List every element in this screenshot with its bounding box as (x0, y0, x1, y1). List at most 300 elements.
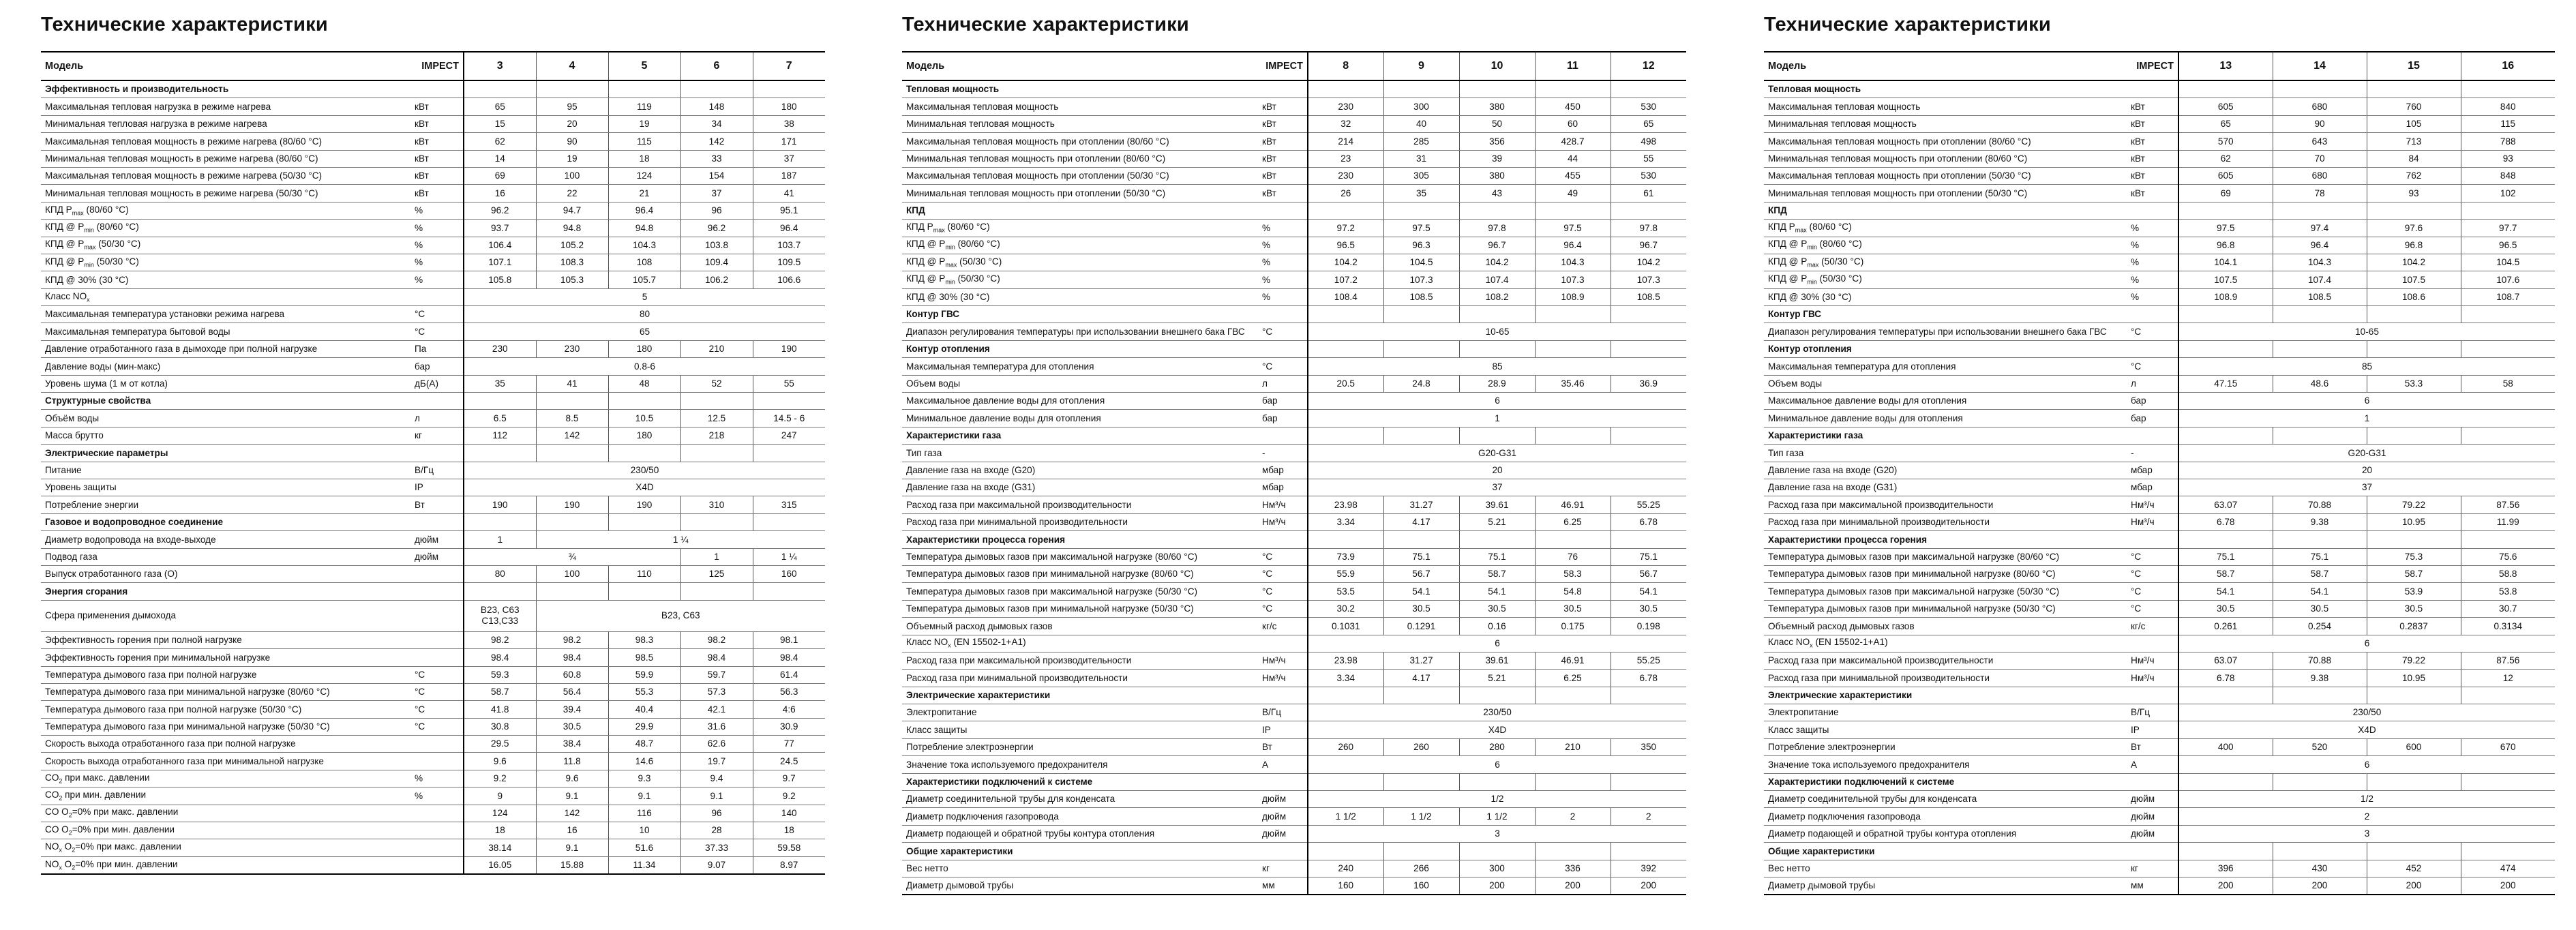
spec-value (2367, 531, 2461, 548)
spec-name: КПД @ $P_{min}$ (50/30 °C) (41, 254, 409, 271)
spec-value: 300 (1383, 98, 1459, 115)
spec-value (1611, 80, 1686, 98)
model-number-header: 11 (1535, 52, 1611, 80)
spec-unit: мм (2125, 877, 2178, 895)
spec-value: 97.8 (1611, 220, 1686, 237)
spec-value (2461, 306, 2555, 323)
spec-row (1764, 115, 2555, 132)
spec-value: 105.7 (608, 271, 680, 288)
spec-name: Расход газа при минимальной производительности (902, 670, 1257, 687)
spec-name: Температура дымового газа при минимальной нагрузке (50/30 °C) (41, 718, 409, 735)
spec-value (1308, 202, 1383, 219)
spec-unit (2125, 427, 2178, 444)
spec-value: 180 (753, 98, 825, 115)
spec-name: Эффективность и производительность (41, 80, 409, 98)
spec-row (902, 721, 1686, 738)
spec-value: 30.5 (1611, 600, 1686, 617)
spec-value: 62 (464, 133, 536, 150)
spec-value (1383, 773, 1459, 790)
spec-row (41, 531, 825, 548)
spec-value: 85 (1308, 358, 1686, 375)
spec-value: 200 (2178, 877, 2273, 895)
spec-value: 95.1 (753, 202, 825, 219)
section-row (41, 393, 825, 410)
spec-unit: °C (2125, 323, 2178, 340)
spec-name: Тип газа (902, 445, 1257, 462)
spec-name: Максимальная тепловая нагрузка в режиме нагрева (41, 98, 409, 115)
spec-value: 11.99 (2461, 513, 2555, 530)
spec-value: 98.2 (536, 631, 608, 648)
spec-name: Расход газа при минимальной производительности (1764, 513, 2125, 530)
spec-value: 30.7 (2461, 600, 2555, 617)
spec-value: 230 (1308, 167, 1383, 184)
spec-row (41, 323, 825, 340)
spec-name: КПД @ 30% (30 °C) (41, 271, 409, 288)
spec-value (2178, 531, 2273, 548)
spec-unit (1257, 306, 1308, 323)
spec-value: 108.5 (1611, 288, 1686, 305)
spec-value (2461, 80, 2555, 98)
spec-value: 171 (753, 133, 825, 150)
spec-unit: дюйм (409, 531, 464, 548)
spec-name: $CO_2$ при мин. давлении (41, 787, 409, 805)
spec-value: 107.3 (1535, 271, 1611, 288)
spec-value: 59.58 (753, 839, 825, 856)
spec-row (902, 167, 1686, 184)
spec-unit (2125, 306, 2178, 323)
brand-header: IMPECT (409, 52, 464, 80)
spec-value (2461, 340, 2555, 357)
spec-row (902, 565, 1686, 582)
spec-name: Диаметр соединительной трубы для конденсата (1764, 791, 2125, 808)
panel-title: Технические характеристики (902, 14, 1189, 35)
spec-value: 1 1/2 (1459, 808, 1535, 825)
spec-value: 9.2 (464, 770, 536, 787)
spec-value: 2 (2178, 808, 2555, 825)
spec-row (41, 288, 825, 305)
spec-value (2178, 427, 2273, 444)
spec-name: Вес нетто (1764, 860, 2125, 877)
spec-unit: мбар (2125, 462, 2178, 479)
spec-unit: Нм³/ч (2125, 670, 2178, 687)
spec-name: Максимальная тепловая мощность в режиме нагрева (80/60 °C) (41, 133, 409, 150)
spec-value: 16.05 (464, 856, 536, 874)
spec-value (1535, 202, 1611, 219)
spec-row (41, 375, 825, 392)
spec-value (753, 393, 825, 410)
spec-unit: кВт (1257, 167, 1308, 184)
spec-value (2367, 80, 2461, 98)
spec-unit (1257, 843, 1308, 860)
spec-value: 97.5 (1535, 220, 1611, 237)
spec-value (1459, 80, 1535, 98)
spec-value: 16 (536, 822, 608, 839)
spec-value: 6 (1308, 635, 1686, 652)
spec-name: Минимальная тепловая мощность (902, 115, 1257, 132)
spec-value: 55 (1611, 150, 1686, 167)
spec-value: 48.6 (2273, 375, 2367, 392)
section-row (902, 306, 1686, 323)
spec-unit: кВт (1257, 115, 1308, 132)
spec-value: 107.6 (2461, 271, 2555, 288)
spec-row (902, 375, 1686, 392)
spec-value: 37 (2178, 479, 2555, 496)
spec-value: 39.61 (1459, 652, 1535, 669)
spec-value: 112 (464, 427, 536, 444)
spec-value: 102 (2461, 185, 2555, 202)
spec-unit: дюйм (2125, 808, 2178, 825)
spec-value: 26 (1308, 185, 1383, 202)
spec-value: 39.4 (536, 701, 608, 718)
spec-value (2367, 340, 2461, 357)
spec-value: 10 (608, 822, 680, 839)
spec-value: 57.3 (680, 683, 753, 700)
spec-value: 98.4 (680, 649, 753, 666)
table-header-row (1764, 52, 2555, 80)
spec-value: 266 (1383, 860, 1459, 877)
spec-value: 55.9 (1308, 565, 1383, 582)
spec-unit (409, 649, 464, 666)
spec-value (2367, 843, 2461, 860)
spec-value: 840 (2461, 98, 2555, 115)
spec-name: Минимальная тепловая мощность в режиме нагрева (50/30 °C) (41, 185, 409, 202)
spec-unit: °C (1257, 323, 1308, 340)
spec-value: 61.4 (753, 666, 825, 683)
spec-name: КПД @ $P_{max}$ (50/30 °C) (1764, 254, 2125, 271)
spec-value: 187 (753, 167, 825, 184)
spec-value: 8.5 (536, 410, 608, 427)
spec-row (1764, 150, 2555, 167)
spec-name: Характеристики процесса горения (1764, 531, 2125, 548)
spec-value: 104.2 (1459, 254, 1535, 271)
model-header: Модель (1764, 52, 2125, 80)
spec-value: 1 (2178, 410, 2555, 427)
model-number-header: 13 (2178, 52, 2273, 80)
spec-value (608, 80, 680, 98)
spec-value: 498 (1611, 133, 1686, 150)
section-row (902, 531, 1686, 548)
spec-value: 38.14 (464, 839, 536, 856)
spec-value: 230 (536, 340, 608, 357)
spec-value (1459, 531, 1535, 548)
spec-row (1764, 513, 2555, 530)
spec-value: 230/50 (464, 462, 825, 479)
spec-value: 58.8 (2461, 565, 2555, 582)
spec-value: 119 (608, 98, 680, 115)
spec-name: CO $O_2=0\%$ при макс. давлении (41, 805, 409, 822)
spec-value: 154 (680, 167, 753, 184)
spec-row (1764, 652, 2555, 669)
spec-name: КПД $P_{max}$ (80/60 °C) (902, 220, 1257, 237)
spec-value: 93 (2461, 150, 2555, 167)
spec-value: 59.3 (464, 666, 536, 683)
spec-unit: % (409, 271, 464, 288)
spec-value: 210 (680, 340, 753, 357)
spec-unit: дюйм (2125, 791, 2178, 808)
spec-unit: % (1257, 271, 1308, 288)
spec-value: 109.5 (753, 254, 825, 271)
spec-value: 77 (753, 736, 825, 753)
spec-name: Класс $NO_x$ (41, 288, 409, 305)
spec-unit: % (1257, 237, 1308, 254)
spec-row (41, 358, 825, 375)
spec-value: 96.3 (1383, 237, 1459, 254)
spec-value: 6.78 (2178, 513, 2273, 530)
spec-value: 280 (1459, 738, 1535, 755)
spec-value: 39.61 (1459, 496, 1535, 513)
spec-value: 1 (680, 548, 753, 565)
spec-value (1535, 306, 1611, 323)
table-header-row (41, 52, 825, 80)
spec-value: 76 (1535, 548, 1611, 565)
spec-row (902, 445, 1686, 462)
model-number-header: 10 (1459, 52, 1535, 80)
spec-row (902, 358, 1686, 375)
section-row (41, 80, 825, 98)
spec-row (902, 150, 1686, 167)
spec-value: 107.4 (2273, 271, 2367, 288)
spec-unit: % (409, 254, 464, 271)
spec-value (1308, 531, 1383, 548)
spec-value: 100 (536, 565, 608, 582)
spec-name: Температура дымовых газов при минимальной нагрузке (50/30 °C) (1764, 600, 2125, 617)
spec-unit (2125, 773, 2178, 790)
spec-value: 18 (753, 822, 825, 839)
section-row (1764, 531, 2555, 548)
spec-value (1611, 531, 1686, 548)
spec-unit (409, 839, 464, 856)
spec-row (1764, 237, 2555, 254)
spec-value: 53.8 (2461, 583, 2555, 600)
spec-value: 0.8-6 (464, 358, 825, 375)
spec-row (1764, 618, 2555, 635)
spec-value: 116 (608, 805, 680, 822)
spec-value: 160 (1383, 877, 1459, 895)
spec-value (2178, 80, 2273, 98)
spec-value: 9.7 (753, 770, 825, 787)
spec-row (902, 393, 1686, 410)
spec-name: Электрические параметры (41, 445, 409, 462)
spec-name: Контур ГВС (902, 306, 1257, 323)
spec-unit: кг (2125, 860, 2178, 877)
spec-unit (2125, 843, 2178, 860)
spec-unit: Нм³/ч (1257, 496, 1308, 513)
spec-unit: кВт (409, 167, 464, 184)
spec-unit (1257, 202, 1308, 219)
spec-value: 96.4 (753, 220, 825, 237)
spec-name: Давление отработанного газа в дымоходе при полной нагрузке (41, 340, 409, 357)
spec-unit: Вт (1257, 738, 1308, 755)
spec-value (1308, 340, 1383, 357)
spec-name: Электропитание (1764, 704, 2125, 721)
spec-row (1764, 271, 2555, 288)
spec-name: КПД @ $P_{max}$ (50/30 °C) (41, 237, 409, 254)
spec-value: 400 (2178, 738, 2273, 755)
spec-value: 96 (680, 202, 753, 219)
spec-name: Эффективность горения при полной нагрузке (41, 631, 409, 648)
spec-value: 70.88 (2273, 496, 2367, 513)
spec-value: 96.4 (2273, 237, 2367, 254)
spec-row (41, 306, 825, 323)
spec-value: 10-65 (2178, 323, 2555, 340)
spec-row (41, 600, 825, 631)
spec-value: 29.9 (608, 718, 680, 735)
spec-name: Максимальная тепловая мощность при отоплении (80/60 °C) (1764, 133, 2125, 150)
spec-table (902, 51, 1686, 895)
spec-name: КПД (902, 202, 1257, 219)
spec-name: Температура дымовых газов при максимальной нагрузке (80/60 °C) (902, 548, 1257, 565)
spec-value: 2 (1611, 808, 1686, 825)
spec-name: Электропитание (902, 704, 1257, 721)
spec-value (2273, 773, 2367, 790)
spec-value: 455 (1535, 167, 1611, 184)
spec-value: 104.5 (2461, 254, 2555, 271)
spec-value: 41 (536, 375, 608, 392)
spec-row (902, 583, 1686, 600)
spec-unit: л (1257, 375, 1308, 392)
spec-value: 200 (1459, 877, 1535, 895)
spec-row (41, 115, 825, 132)
spec-value: 260 (1308, 738, 1383, 755)
spec-value: 30.5 (1459, 600, 1535, 617)
spec-unit (409, 600, 464, 631)
spec-name: Максимальная тепловая мощность (1764, 98, 2125, 115)
spec-row (902, 237, 1686, 254)
spec-value: 59.7 (680, 666, 753, 683)
spec-value (1611, 202, 1686, 219)
spec-unit: °C (2125, 565, 2178, 582)
spec-value: 180 (608, 340, 680, 357)
spec-unit: В/Гц (409, 462, 464, 479)
spec-row (902, 738, 1686, 755)
spec-unit: кВт (2125, 185, 2178, 202)
spec-table (41, 51, 825, 875)
spec-value: 31.27 (1383, 652, 1459, 669)
spec-row (41, 410, 825, 427)
spec-unit: кВт (2125, 115, 2178, 132)
spec-value: 0.3134 (2461, 618, 2555, 635)
spec-unit: IP (409, 479, 464, 496)
spec-row (1764, 375, 2555, 392)
spec-unit: бар (2125, 410, 2178, 427)
spec-value: 24.5 (753, 753, 825, 770)
spec-name: Выпуск отработанного газа (О) (41, 565, 409, 582)
spec-unit (409, 583, 464, 600)
spec-value: 107.3 (1611, 271, 1686, 288)
spec-unit: Нм³/ч (1257, 670, 1308, 687)
spec-value: 56.3 (753, 683, 825, 700)
spec-row (1764, 738, 2555, 755)
spec-value: 680 (2273, 167, 2367, 184)
spec-value: 605 (2178, 167, 2273, 184)
spec-value: 30.5 (1535, 600, 1611, 617)
spec-value: 474 (2461, 860, 2555, 877)
spec-row (1764, 635, 2555, 652)
spec-value: 0.198 (1611, 618, 1686, 635)
spec-value: 58.7 (1459, 565, 1535, 582)
spec-name: Минимальная тепловая нагрузка в режиме нагрева (41, 115, 409, 132)
model-header: Модель (41, 52, 409, 80)
spec-row (902, 479, 1686, 496)
spec-value: 84 (2367, 150, 2461, 167)
spec-unit: кВт (409, 133, 464, 150)
spec-row (41, 736, 825, 753)
spec-unit (409, 856, 464, 874)
spec-name: Диаметр соединительной трубы для конденсата (902, 791, 1257, 808)
spec-unit: дюйм (1257, 808, 1308, 825)
spec-value: 9.6 (536, 770, 608, 787)
spec-value: 53.9 (2367, 583, 2461, 600)
spec-value (2461, 773, 2555, 790)
spec-value: 240 (1308, 860, 1383, 877)
spec-value (1611, 306, 1686, 323)
spec-unit: Нм³/ч (2125, 652, 2178, 669)
spec-name: Значение тока используемого предохранителя (1764, 756, 2125, 773)
spec-value: 35 (464, 375, 536, 392)
spec-row (902, 618, 1686, 635)
spec-value: 4:6 (753, 701, 825, 718)
spec-row (1764, 323, 2555, 340)
spec-value: 8.97 (753, 856, 825, 874)
spec-value: 98.5 (608, 649, 680, 666)
spec-value: 230 (464, 340, 536, 357)
spec-value: 30.8 (464, 718, 536, 735)
spec-value (2178, 687, 2273, 704)
spec-value: 96.5 (2461, 237, 2555, 254)
spec-name: Минимальное давление воды для отопления (1764, 410, 2125, 427)
spec-value: 10.95 (2367, 513, 2461, 530)
spec-value (680, 513, 753, 530)
spec-name: Диапазон регулирования температуры при использовании внешнего бака ГВС (902, 323, 1257, 340)
spec-name: Объем воды (902, 375, 1257, 392)
spec-value: 30.5 (2273, 600, 2367, 617)
spec-name: Расход газа при максимальной производительности (902, 496, 1257, 513)
spec-name: Характеристики подключений к системе (1764, 773, 2125, 790)
spec-row (41, 666, 825, 683)
spec-value (680, 80, 753, 98)
model-number-header: 3 (464, 52, 536, 80)
spec-value: 105.2 (536, 237, 608, 254)
spec-value: 108.5 (1383, 288, 1459, 305)
spec-unit: °C (409, 701, 464, 718)
spec-value: 10-65 (1308, 323, 1686, 340)
spec-value: 23.98 (1308, 652, 1383, 669)
table-header-row (902, 52, 1686, 80)
spec-value: 44 (1535, 150, 1611, 167)
spec-value: 70.88 (2273, 652, 2367, 669)
spec-value: 19.7 (680, 753, 753, 770)
spec-value (608, 513, 680, 530)
spec-value: 104.2 (1308, 254, 1383, 271)
spec-name: $NO_x$ $O_2=0\%$ при макс. давлении (41, 839, 409, 856)
spec-value (536, 445, 608, 462)
spec-name: Значение тока используемого предохранителя (902, 756, 1257, 773)
spec-row (902, 185, 1686, 202)
spec-value: 58.7 (464, 683, 536, 700)
spec-unit: А (1257, 756, 1308, 773)
spec-value: 140 (753, 805, 825, 822)
spec-value: 37 (1308, 479, 1686, 496)
spec-unit: °C (1257, 583, 1308, 600)
spec-value: 20 (2178, 462, 2555, 479)
spec-value: 9.2 (753, 787, 825, 805)
spec-value: 97.5 (1383, 220, 1459, 237)
spec-value: 680 (2273, 98, 2367, 115)
spec-value: 21 (608, 185, 680, 202)
model-number-header: 8 (1308, 52, 1383, 80)
spec-value: 570 (2178, 133, 2273, 150)
spec-row (41, 839, 825, 856)
